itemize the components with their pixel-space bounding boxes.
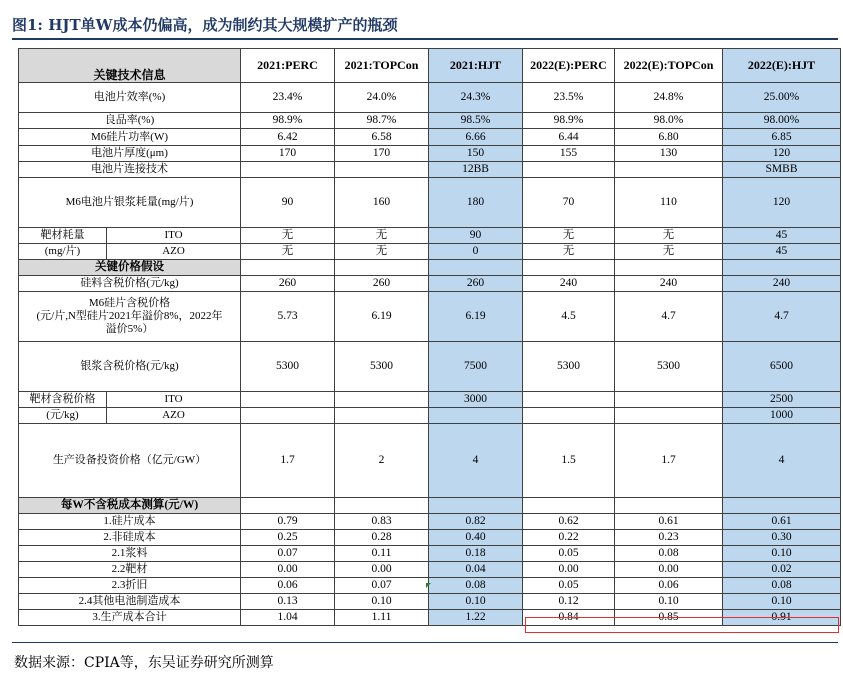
targetprice-ito-value [241,392,335,408]
c3-value: 1.04 [241,610,335,626]
table-row [19,562,841,578]
power-value: 6.42 [241,129,335,146]
equip-value: 4 [723,424,841,498]
table-row [19,424,841,498]
silver-value: 70 [523,178,615,228]
targetuse-group-name: 靶材耗量 [40,229,85,241]
c2-label: 2.非硅成本 [19,530,241,546]
table-row [19,546,841,562]
targetprice-group [19,392,107,408]
c24-value: 0.10 [615,594,723,610]
targetuse-ito-value: 无 [523,228,615,244]
connect-value [615,162,723,178]
targetprice-azo-value [241,408,335,424]
c21-value: 0.18 [429,546,523,562]
c24-value: 0.10 [335,594,429,610]
equip-value: 1.7 [615,424,723,498]
table-row [19,228,841,244]
targetprice-ito-value: 3000 [429,392,523,408]
wafer-value: 4.7 [723,292,841,342]
targetuse-ito-value: 无 [615,228,723,244]
power-value: 6.44 [523,129,615,146]
table-row [19,342,841,392]
c23-value: 0.05 [523,578,615,594]
column-header: 2022(E):PERC [523,49,615,83]
table-row [19,498,841,514]
targetuse-ito-value: 无 [335,228,429,244]
targetprice-azo-label: AZO [107,408,241,424]
yield-value: 98.00% [723,113,841,129]
equip-value: 4 [429,424,523,498]
c23-value: 0.07 [335,578,429,594]
targetuse-ito-value: 无 [241,228,335,244]
wafer-label-line2: (元/片,N型硅片2021年溢价8%，2022年 [36,310,223,322]
table-row [19,392,841,408]
c2-value: 0.28 [335,530,429,546]
paste-value: 5300 [523,342,615,392]
eff-value: 24.8% [615,83,723,113]
connect-value: 12BB [429,162,523,178]
c3-value: 0.84 [523,610,615,626]
table-row [19,276,841,292]
title-rule [12,38,838,40]
table-row [19,83,841,113]
wafer-value: 5.73 [241,292,335,342]
c21-value: 0.11 [335,546,429,562]
c3-value: 1.22 [429,610,523,626]
corner-header: 关键技术信息 [19,49,241,83]
power-label: M6硅片功率(W) [19,129,241,146]
siprice-value: 260 [429,276,523,292]
silver-value: 120 [723,178,841,228]
targetprice-ito-value [615,392,723,408]
targetuse-azo-value: 无 [523,244,615,260]
table-row [19,514,841,530]
thick-label: 电池片厚度(μm) [19,146,241,162]
equip-value: 1.7 [241,424,335,498]
power-value: 6.85 [723,129,841,146]
cost-table [18,48,841,626]
silver-value: 160 [335,178,429,228]
thick-value: 170 [241,146,335,162]
targetprice-azo-value [615,408,723,424]
c21-value: 0.05 [523,546,615,562]
header-row [19,49,841,83]
equip-label: 生产设备投资价格（亿元/GW） [19,424,241,498]
power-value: 6.66 [429,129,523,146]
paste-value: 5300 [241,342,335,392]
wafer-label-line3: 溢价5%） [105,323,154,335]
paste-label: 银浆含税价格(元/kg) [19,342,241,392]
eff-value: 24.0% [335,83,429,113]
siprice-value: 260 [241,276,335,292]
eff-value: 24.3% [429,83,523,113]
thick-value: 150 [429,146,523,162]
cost-section-heading-blank [723,498,841,514]
targetprice-group-name: 靶材含税价格 [29,393,96,405]
c21-value: 0.07 [241,546,335,562]
c1-value: 0.61 [615,514,723,530]
targetprice-ito-value [335,392,429,408]
targetuse-azo-label: AZO [107,244,241,260]
targetprice-azo-value: 1000 [723,408,841,424]
c1-label: 1.硅片成本 [19,514,241,530]
table-row [19,244,841,260]
c22-value: 0.00 [615,562,723,578]
cost-section-heading-blank [523,498,615,514]
yield-value: 98.0% [615,113,723,129]
thick-value: 155 [523,146,615,162]
c24-label: 2.4其他电池制造成本 [19,594,241,610]
table-row [19,530,841,546]
wafer-value: 6.19 [335,292,429,342]
c23-value: 0.06 [615,578,723,594]
targetuse-azo-value: 45 [723,244,841,260]
table-row [19,162,841,178]
c2-value: 0.22 [523,530,615,546]
targetuse-unit: (mg/片) [19,244,107,260]
yield-value: 98.9% [523,113,615,129]
power-value: 6.58 [335,129,429,146]
thick-value: 120 [723,146,841,162]
c21-label: 2.1浆料 [19,546,241,562]
c23-value: 0.08 [723,578,841,594]
targetprice-azo-value [523,408,615,424]
targetuse-ito-value: 90 [429,228,523,244]
connect-value [241,162,335,178]
c22-value: 0.02 [723,562,841,578]
cell-comment-marker [426,583,431,588]
paste-value: 7500 [429,342,523,392]
silver-value: 110 [615,178,723,228]
targetprice-ito-value [523,392,615,408]
cost-section-heading-blank [615,498,723,514]
c22-label: 2.2靶材 [19,562,241,578]
column-header: 2021:PERC [241,49,335,83]
power-value: 6.80 [615,129,723,146]
footer-rule [12,642,838,643]
targetprice-azo-value [335,408,429,424]
c22-value: 0.00 [523,562,615,578]
table-row [19,610,841,626]
price-section-heading-blank [241,260,335,276]
price-section-heading-blank [615,260,723,276]
yield-label: 良品率(%) [19,113,241,129]
cost-section-heading-blank [429,498,523,514]
c2-value: 0.30 [723,530,841,546]
c23-value: 0.06 [241,578,335,594]
c24-value: 0.12 [523,594,615,610]
connect-value [523,162,615,178]
column-header: 2022(E):HJT [723,49,841,83]
c3-value: 1.11 [335,610,429,626]
c1-value: 0.61 [723,514,841,530]
c1-value: 0.82 [429,514,523,530]
equip-value: 1.5 [523,424,615,498]
targetuse-azo-value: 0 [429,244,523,260]
column-header: 2022(E):TOPCon [615,49,723,83]
connect-value [335,162,429,178]
c24-value: 0.10 [723,594,841,610]
silver-value: 90 [241,178,335,228]
c23-value: 0.08 [429,578,523,594]
c2-value: 0.40 [429,530,523,546]
c2-value: 0.25 [241,530,335,546]
c2-value: 0.23 [615,530,723,546]
yield-value: 98.9% [241,113,335,129]
table-row [19,408,841,424]
eff-value: 25.00% [723,83,841,113]
siprice-value: 240 [615,276,723,292]
thick-value: 170 [335,146,429,162]
targetuse-ito-value: 45 [723,228,841,244]
silver-label: M6电池片银浆耗量(mg/片) [19,178,241,228]
targetprice-unit: (元/kg) [19,408,107,424]
c22-value: 0.04 [429,562,523,578]
wafer-value: 4.7 [615,292,723,342]
c24-value: 0.10 [429,594,523,610]
table-row [19,113,841,129]
cost-section-heading-blank [335,498,429,514]
price-section-heading-blank [429,260,523,276]
c3-label: 3.生产成本合计 [19,610,241,626]
wafer-value: 4.5 [523,292,615,342]
connect-value: SMBB [723,162,841,178]
table-row [19,594,841,610]
targetuse-ito-label: ITO [107,228,241,244]
targetuse-group [19,228,107,244]
siprice-value: 260 [335,276,429,292]
wafer-value: 6.19 [429,292,523,342]
c1-value: 0.83 [335,514,429,530]
price-section-heading-blank [523,260,615,276]
paste-value: 5300 [335,342,429,392]
wafer-label-line1: M6硅片含税价格 [88,297,171,309]
targetprice-ito-label: ITO [107,392,241,408]
connect-label: 电池片连接技术 [19,162,241,178]
column-header: 2021:HJT [429,49,523,83]
wafer-price-label [19,292,241,342]
c23-label: 2.3折旧 [19,578,241,594]
paste-value: 5300 [615,342,723,392]
c22-value: 0.00 [335,562,429,578]
silver-value: 180 [429,178,523,228]
eff-value: 23.5% [523,83,615,113]
price-section-heading-blank [723,260,841,276]
eff-label: 电池片效率(%) [19,83,241,113]
price-section-heading-blank [335,260,429,276]
targetuse-azo-value: 无 [241,244,335,260]
c1-value: 0.79 [241,514,335,530]
table-row [19,260,841,276]
price-section-heading: 关键价格假设 [19,260,241,276]
siprice-value: 240 [523,276,615,292]
c3-value: 0.85 [615,610,723,626]
yield-value: 98.7% [335,113,429,129]
siprice-label: 硅料含税价格(元/kg) [19,276,241,292]
table-row [19,178,841,228]
targetuse-azo-value: 无 [615,244,723,260]
cost-section-heading: 每W不含税成本测算(元/W) [19,498,241,514]
targetprice-ito-value: 2500 [723,392,841,408]
paste-value: 6500 [723,342,841,392]
table-row [19,146,841,162]
siprice-value: 240 [723,276,841,292]
figure-title: 图1: HJT单W成本仍偏高，成为制约其大规模扩产的瓶颈 [12,16,398,34]
table-row [19,292,841,342]
yield-value: 98.5% [429,113,523,129]
column-header: 2021:TOPCon [335,49,429,83]
c3-value: 0.91 [723,610,841,626]
targetprice-azo-value [429,408,523,424]
c21-value: 0.10 [723,546,841,562]
table-row [19,129,841,146]
targetuse-azo-value: 无 [335,244,429,260]
c1-value: 0.62 [523,514,615,530]
cost-section-heading-blank [241,498,335,514]
c21-value: 0.08 [615,546,723,562]
c22-value: 0.00 [241,562,335,578]
c24-value: 0.13 [241,594,335,610]
equip-value: 2 [335,424,429,498]
source-note: 数据来源：CPIA等，东吴证券研究所测算 [14,655,274,671]
thick-value: 130 [615,146,723,162]
eff-value: 23.4% [241,83,335,113]
